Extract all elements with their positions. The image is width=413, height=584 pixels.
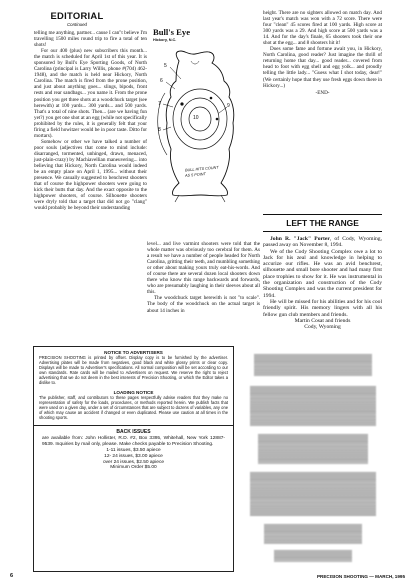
price-line: 1-11 issues, $3.50 apiece — [106, 448, 161, 454]
right-end: -END- — [315, 89, 330, 96]
publication-footer: PRECISION SHOOTING — MARCH, 1995 — [316, 574, 405, 579]
obituary-p3: He will be missed for his abilities and for his cool friendly spirit. His memory lingers with all his fellow gun club members and friends. — [263, 298, 382, 318]
target-title: Bull's Eye — [153, 27, 191, 37]
back-issues-prices — [34, 448, 233, 471]
price-line: 12- 24 issues, $3.00 apiece — [104, 453, 163, 459]
obituary-p2: We of the Cody Shooting Complex owe a lot to Jack for his zeal and knowledge in helping to accurize our rifles. He was an avid benchrest, silhouette and small bore shooter and had many first place trophies to show for it. He was instrumental in the organization and construction of the Cody Shooting Complex and was the current president for 1994. — [263, 248, 382, 299]
mid-column-text — [147, 241, 260, 314]
loading-title: LOADING NOTICE — [113, 390, 154, 396]
ring-label-8: 8 — [158, 127, 161, 133]
page-number: 6 — [10, 573, 14, 579]
mid-p1: level... and live varmint shooters were told that the whole matter was obviously too cerebral for them. As a result we have a number of people headed for North Carolina, gritting their teeth, and mumbling something or other about making yours truly eat-his-words. And of course there are several dozen local shooters down there who know this range backwards and forwards, who are presumably laughing in their sleeves about all this. — [147, 241, 260, 296]
notices-box — [33, 346, 234, 572]
editorial-p2: For our 400 (plus) new subscribers this month... the match is scheduled for April 1st of this year. It is sponsored by Bull's Eye Sporting Goods, of North Carolina (principal is Larry Willis, phone #(704) 462-1948), and the match is held near Hickory, North Carolina. The match is fired from the prone position, and just about anything goes... slings, bipods, front rests and rear sandbags... you name it. From the prone position you get three shots at a woodchuck target (see herewith) at 100 yards... 300 yards... and 500 yards. That's a total of nine shots. Then... (are we having fun yet?) you get one shot at an egg (while not specifically prohibited by the rules, it is generally felt that your firing a field howitzer would be in poor taste. Ditto for mortars). — [34, 48, 147, 139]
back-issues-title: BACK ISSUES — [116, 428, 151, 435]
price-line: Minimum Order $5.00 — [110, 465, 157, 471]
target-location: Hickory, N.C. — [153, 38, 177, 42]
left-range-text — [263, 236, 382, 330]
woodchuck-target — [145, 27, 253, 265]
right-p1: height. There are no sighters allowed on match day. And last year's match was won with a 72 score. There were four "clean" 45 scores fired at 100 yards. High score at 300 yards was a 29. And high score at 500 yards was a 14. And for the day's finale, 65 shooters took their one shot at the egg... and 8 shooters hit it! — [263, 10, 382, 47]
ring-label-7: 7 — [158, 101, 161, 107]
ring-label-6: 6 — [160, 78, 163, 84]
target-caption-1: BULL HITS COUNT — [184, 165, 219, 173]
advertisers-text: PRECISION SHOOTING is printed by offset. Display copy is to be furnished by the advertiser. Advertising plates will be made from negatives, good black and white glossy prints or clear copy. Displays will be made to Advertiser's specifications. All normal composition will be set according to our own standards. Rate cards will be mailed to Advertisers on request. We reserve the right to reject advertising that we do not deem in the best interests of Precision Shooting, or which the Editor takes a dislike to. — [39, 355, 228, 385]
mid-p2: The woodchuck target herewith is not "to scale". The body of the woodchuck on the actual target is about 14 inches in — [147, 295, 260, 314]
ring-label-10: 10 — [193, 115, 199, 121]
obituary-intro: , of Cody, Wyoming, passed away on November 8, 1994. — [263, 236, 382, 249]
price-line: over 24 issues, $2.50 apiece — [102, 459, 165, 465]
woodchuck-silhouette — [145, 27, 253, 257]
editorial-p3: Somehow or other we have talked a number of poor souls (adjectives that come to mind include: disarranged, tormented, unhinged, drawn, menaced, just-plain-crazy) by Machiavellian maneuvering... into believing that Hickory, North Carolina would indeed be an empty place on April 1, 1995... without their presence. We casually suggested to benchrest shooters that of course the highpower shooters were going to kick their butts that day. And the exact opposite to the highpower shooters, of course. Silhouette shooters were dryly told that a target that did not go "clang" would probably be beyond their understanding — [34, 138, 147, 212]
right-column-text — [263, 10, 382, 96]
editorial-continued: Continued — [66, 22, 88, 27]
left-range-heading: LEFT THE RANGE — [286, 218, 359, 228]
target-caption-2: AS 5 POINT — [184, 172, 207, 178]
editorial-p1: telling me anything, partner... cause I can"t believe I'm travelling 1500 miles round trip to fire a total of ten shots! — [34, 30, 147, 49]
back-issues-text: are available from: John Hollister, R.D. #2, Box 3395, Whitehall, New York 12887-9539. Inquiries by mail only, please. Make checks payable to Precision Shooting. — [42, 435, 225, 447]
editorial-heading: EDITORIAL — [50, 10, 104, 21]
blurred-advertisement — [244, 346, 384, 570]
right-p2: Does some fame and fortune await you, in Hickory, North Carolina, good reader? Just imagine the thrill of returning home that day... good reader... covered from head to foot with egg shell and egg yolk... and proudly telling the little lady... "Guess what I shot today, dear!" (We certainly hope that they use fresh eggs down there in Hickory...) — [263, 46, 382, 89]
obituary-sign-2: Cody, Wyoming — [304, 324, 341, 331]
obituary-name: John R. "Jack" Porter — [270, 236, 330, 242]
ring-label-9: 9 — [227, 103, 230, 109]
back-issues-rule — [34, 425, 233, 426]
left-range-rule-bottom — [263, 231, 382, 232]
obituary-sign-1: Martin Cosat and friends — [294, 317, 351, 324]
editorial-text — [34, 30, 147, 211]
advertisers-title: NOTICE TO ADVERTISERS — [104, 350, 163, 355]
left-range-rule-top — [263, 214, 382, 215]
ring-label-5: 5 — [164, 63, 167, 69]
loading-text: The publisher, staff, and contributors to these pages respectfully advise readers that they make no representation of safety for the loads, procedures, or methods reported herein. We publish facts that were used on a given day, under a set of circumstances that are subject to dozens of variables, any one of which may cause an accident if changed or even duplicated. Please use caution at all times in the shooting sports. — [39, 395, 228, 421]
